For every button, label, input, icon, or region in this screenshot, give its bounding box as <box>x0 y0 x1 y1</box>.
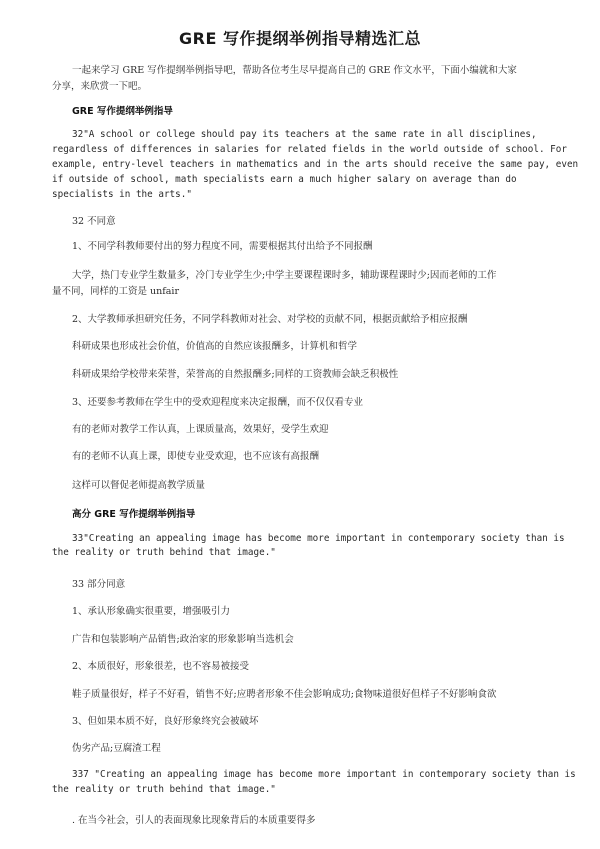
prompt337-line-2: the reality or truth behind that image." <box>52 784 276 795</box>
prompt32-line-5: specialists in the arts." <box>52 189 192 200</box>
point-3-detail-3: 这样可以督促老师提高教学质量 <box>72 480 206 491</box>
point-2-detail-1: 科研成果也形成社会价值，价值高的自然应该报酬多，计算机和哲学 <box>72 341 358 352</box>
prompt32-line-2: regardless of differences in salaries for related fields in the world outside of school. For <box>52 144 567 155</box>
q-point-2-detail: 鞋子质量很好，样子不好看，销售不好;应聘者形象不佳会影响成功;食物味道很好但样子不好影响食欲 <box>72 689 497 700</box>
stance-33: 33 部分同意 <box>72 579 126 590</box>
prompt33-line-2: the reality or truth behind that image." <box>52 547 276 558</box>
q-point-1-detail: 广告和包装影响产品销售;政治家的形象影响当选机会 <box>72 634 294 645</box>
prompt337-line-1: 337 "Creating an appealing image has become more important in contemporary society than is <box>72 769 576 780</box>
point-3-detail-1: 有的老师对教学工作认真，上课质量高，效果好，受学生欢迎 <box>72 424 329 435</box>
point-1-detail-line-1: 大学，热门专业学生数量多，冷门专业学生少;中学主要课程课时多，辅助课程课时少;因而老师的工作 <box>72 270 497 281</box>
prompt32-line-3: example, entry-level teachers in mathematics and in the arts should receive the same pay, even <box>52 159 579 170</box>
q-point-2: 2、本质很好，形象很差，也不容易被接受 <box>72 661 250 672</box>
point-3-detail-2: 有的老师不认真上课，即使专业受欢迎，也不应该有高报酬 <box>72 451 320 462</box>
prompt32-line-1: 32"A school or college should pay its teachers at the same rate in all disciplines, <box>72 129 537 140</box>
stance-32: 32 不同意 <box>72 216 116 227</box>
document-title: GRE 写作提纲举例指导精选汇总 <box>179 29 421 48</box>
prompt32-line-4: if outside of school, math specialists earn a much higher salary on average than do <box>52 174 517 185</box>
section-heading-2: 高分 GRE 写作提纲举例指导 <box>72 509 196 520</box>
intro-line-1: 一起来学习 GRE 写作提纲举例指导吧，帮助各位考生尽早提高自己的 GRE 作文水平，下面小编就和大家 <box>72 65 517 76</box>
q-point-1: 1、承认形象确实很重要，增强吸引力 <box>72 606 231 617</box>
point-2: 2、大学教师承担研究任务，不同学科教师对社会、对学校的贡献不同，根据贡献给予相应报酬 <box>72 314 468 325</box>
prompt33-line-1: 33"Creating an appealing image has become more important in contemporary society than is <box>72 533 565 544</box>
section-heading-1: GRE 写作提纲举例指导 <box>72 106 173 117</box>
intro-line-2: 分享，来欣赏一下吧。 <box>52 81 148 92</box>
final-line: . 在当今社会，引人的表面现象比现象背后的本质重要得多 <box>72 815 316 826</box>
point-3: 3、还要参考教师在学生中的受欢迎程度来决定报酬，而不仅仅看专业 <box>72 397 364 408</box>
point-1: 1、不同学科教师要付出的努力程度不同，需要根据其付出给予不同报酬 <box>72 241 373 252</box>
q-point-3-detail: 伪劣产品;豆腐渣工程 <box>72 743 161 754</box>
q-point-3: 3、但如果本质不好，良好形象终究会被破坏 <box>72 716 259 727</box>
point-1-detail-line-2: 量不同，同样的工资是 unfair <box>52 286 180 297</box>
point-2-detail-2: 科研成果给学校带来荣誉，荣誉高的自然报酬多;同样的工资教师会缺乏积极性 <box>72 369 399 380</box>
